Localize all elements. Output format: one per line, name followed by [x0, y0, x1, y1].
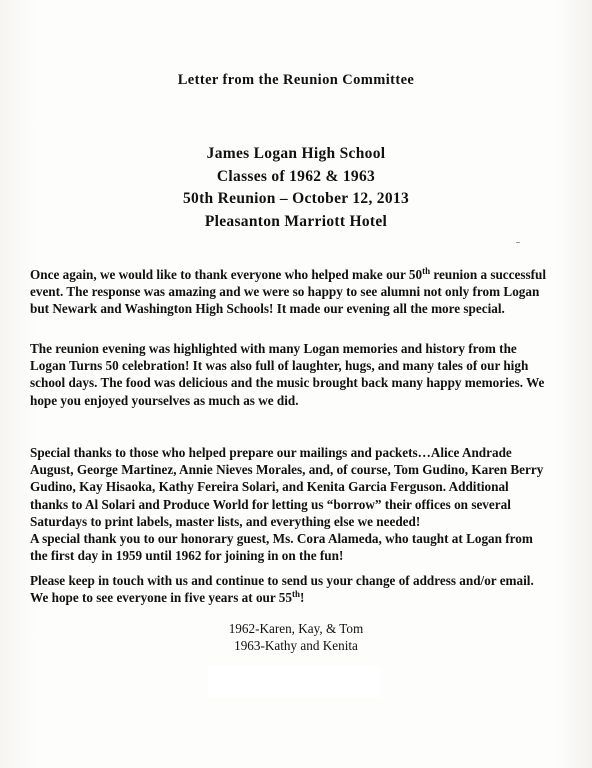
signature-1962: 1962-Karen, Kay, & Tom — [228, 621, 364, 636]
letter-heading: Letter from the Reunion Committee — [177, 72, 415, 88]
redacted-area — [208, 666, 380, 698]
paragraph-thanks-start: Once again, we would like to thank everyone who helped make our 50 — [30, 267, 423, 282]
paragraph-evening — [30, 340, 550, 409]
paragraph-honorary-guest-text: A special thank you to our honorary guest, Ms. Cora Alameda, who taught at Logan from the first day in 1959 until 1962 for joining in on the fun! — [30, 531, 533, 564]
paragraph-evening-text: The reunion evening was highlighted with many Logan memories and history from the Logan Turns 50 celebration! It was also full of laughter, hugs, and many tales of our high school days. The food was delicious and the music brought back many happy memories. We hope you enjoyed yourselves as much as we did. — [30, 341, 545, 408]
paragraph-keep-in-touch — [30, 572, 550, 606]
paragraph-honorary-guest — [30, 530, 550, 564]
paragraph-thanks — [30, 266, 550, 318]
paragraph-thanks-end: reunion a successful event. The response was amazing and we were so happy to see alumni not only from Logan but Newark and Washington High Schools! It made our evening all the more special. — [30, 267, 547, 317]
ordinal-suffix: th — [292, 589, 301, 600]
paragraph-special-thanks-text: Special thanks to those who helped prepare our mailings and packets…Alice Andrade August, George Martinez, Annie Nieves Morales, and, of course, Tom Gudino, Karen Berry Gudino, Kay Hisaoka, Kathy Fereira Solari, and Kenita Garcia Ferguson. Additional thanks to Al Solari and Produce World for letting us “borrow” their offices on several Saturdays to print labels, master lists, and everything else we needed! — [30, 445, 544, 529]
paragraph-keep-in-touch-start: Please keep in touch with us and continue to send us your change of address and/or email. We hope to see everyone in five years at our 55 — [30, 573, 534, 606]
paragraph-special-thanks — [30, 444, 550, 530]
venue-line: Pleasanton Marriott Hotel — [204, 212, 388, 230]
event-title-block — [0, 143, 592, 233]
signature-1963: 1963-Kathy and Kenita — [234, 638, 358, 654]
paragraph-keep-in-touch-end: ! — [300, 590, 305, 606]
signature-block — [0, 620, 592, 654]
scan-speck — [516, 242, 520, 243]
ordinal-suffix: th — [422, 266, 431, 276]
school-name: James Logan High School — [206, 145, 386, 162]
reunion-date-line: 50th Reunion – October 12, 2013 — [182, 190, 410, 207]
classes-line: Classes of 1962 & 1963 — [216, 167, 376, 185]
